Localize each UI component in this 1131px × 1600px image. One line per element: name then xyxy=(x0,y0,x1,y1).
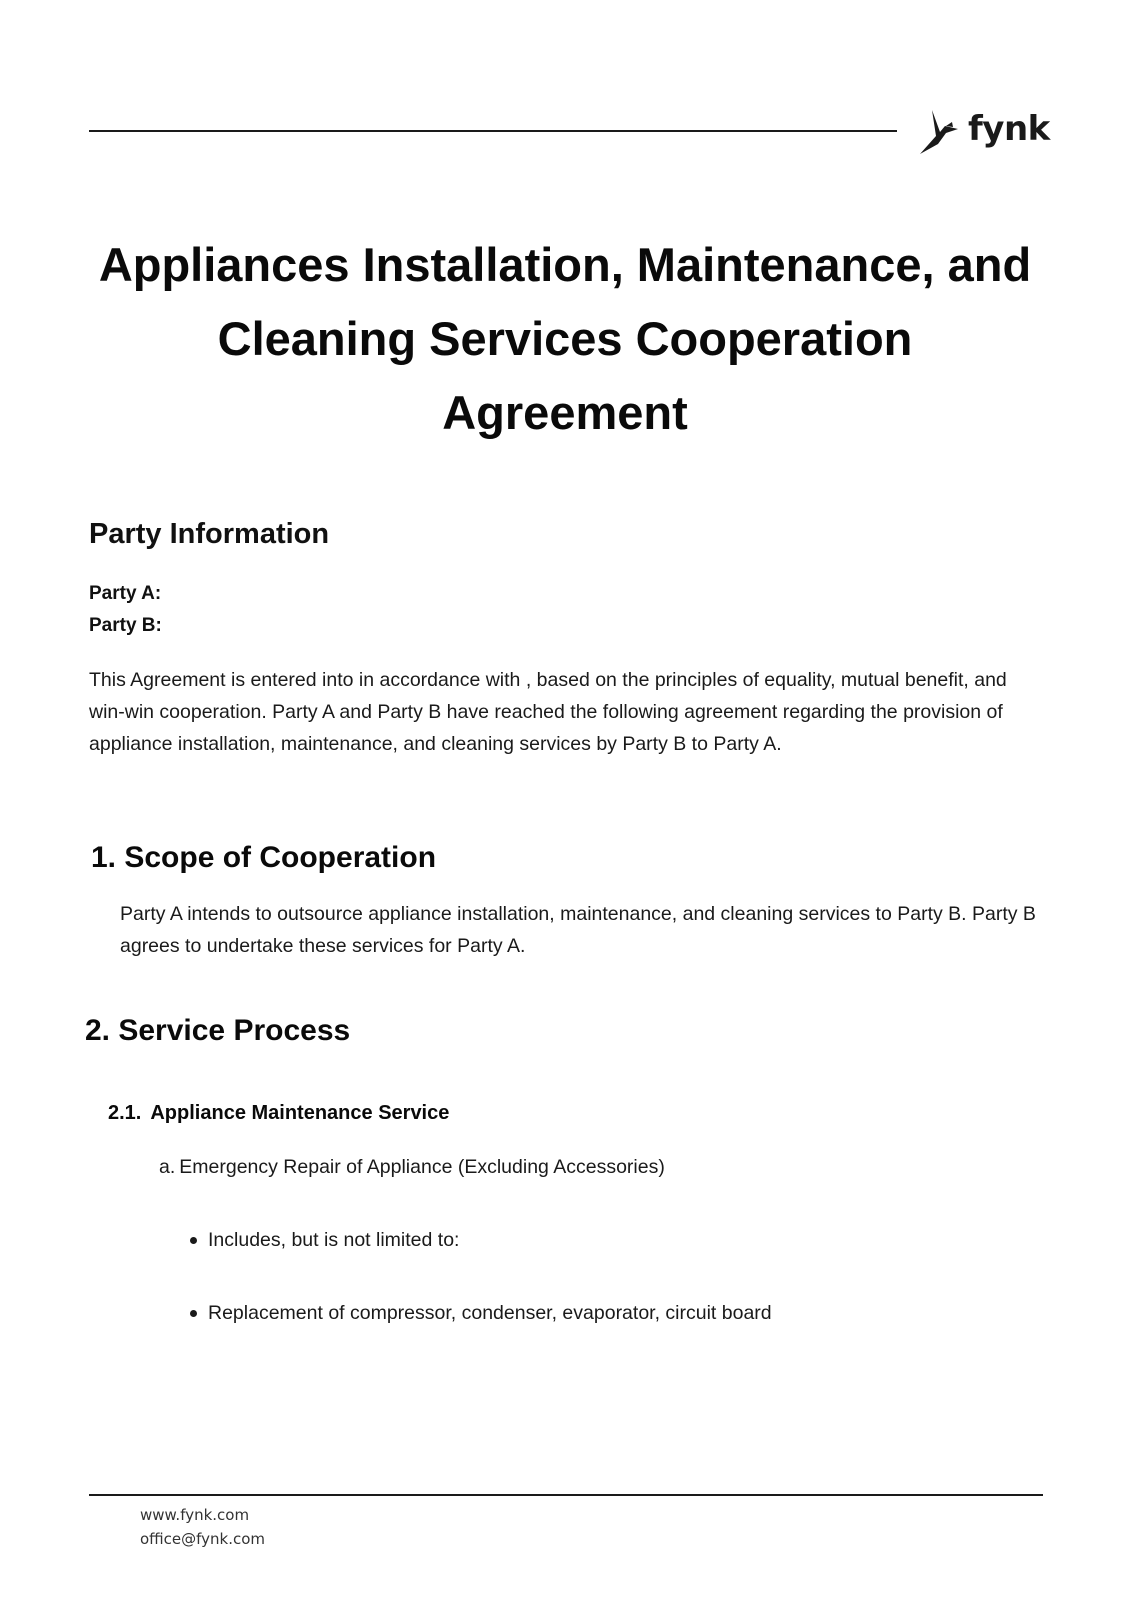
fynk-logo xyxy=(918,106,1050,156)
bullet-text: Includes, but is not limited to: xyxy=(208,1229,460,1251)
agreement-intro: This Agreement is entered into in accordance with , based on the principles of equality, mutual benefit, and win-win cooperation. Party A and Party B have reached the following agreement regarding the provision of appliance installation, maintenance, and cleaning services by Party B to Party A. xyxy=(89,669,1007,755)
party-information-heading: Party Information xyxy=(89,518,330,550)
footer-website: www.fynk.com xyxy=(140,1506,250,1524)
subsection-number: 2.1. xyxy=(108,1102,142,1124)
list-item-text: Emergency Repair of Appliance (Excluding Accessories) xyxy=(179,1156,665,1178)
document-title: Appliances Installation, Maintenance, and Cleaning Services Cooperation Agreement xyxy=(98,238,1032,439)
bullet-dot-icon xyxy=(190,1237,197,1244)
bird-icon xyxy=(918,106,962,156)
header-divider xyxy=(89,130,897,132)
party-b-label: Party B: xyxy=(89,615,162,636)
scope-heading: 1. Scope of Cooperation xyxy=(91,841,437,874)
bullet-dot-icon xyxy=(190,1310,197,1317)
bullet-item xyxy=(190,1227,459,1253)
scope-body: Party A intends to outsource appliance installation, maintenance, and cleaning services to Party B. Party B agrees to undertake these services for Party A. xyxy=(120,903,1036,957)
subsection-title: Appliance Maintenance Service xyxy=(150,1102,450,1124)
service-process-heading: 2. Service Process xyxy=(85,1014,351,1047)
bullet-item xyxy=(190,1300,772,1326)
party-a-label: Party A: xyxy=(89,583,162,604)
bullet-text: Replacement of compressor, condenser, evaporator, circuit board xyxy=(208,1302,772,1324)
footer-divider xyxy=(89,1494,1043,1496)
list-marker: a. xyxy=(159,1156,176,1178)
list-item xyxy=(159,1154,665,1180)
footer-email: office@fynk.com xyxy=(140,1530,266,1548)
subsection-heading xyxy=(108,1100,449,1126)
logo-text: fynk xyxy=(968,109,1050,149)
